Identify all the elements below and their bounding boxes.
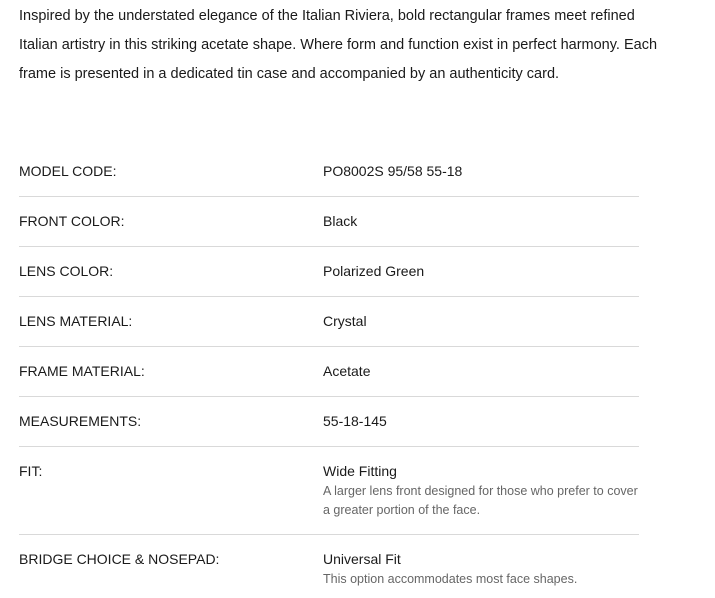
spec-value: Universal Fit (323, 551, 401, 567)
spec-value: 55-18-145 (323, 413, 387, 429)
spec-label: BRIDGE CHOICE & NOSEPAD: (19, 551, 220, 567)
spec-value: Acetate (323, 363, 371, 379)
spec-value: Crystal (323, 313, 367, 329)
product-description: Inspired by the understated elegance of the Italian Riviera, bold rectangular frames meet refined Italian artistry in this striking acetate shape. Where form and function exist in perfect harmony. Each frame is presented in a dedicated tin case and accompanied by an authenticity card. (19, 8, 658, 82)
spec-row-lens-material (19, 297, 639, 347)
spec-value: PO8002S 95/58 55-18 (323, 163, 463, 179)
spec-label: MODEL CODE: (19, 163, 117, 179)
spec-note: A larger lens front designed for those who prefer to cover a greater portion of the face. (323, 484, 638, 517)
spec-row-front-color (19, 197, 639, 247)
spec-label: FRONT COLOR: (19, 213, 125, 229)
spec-row-measurements (19, 397, 639, 447)
spec-label: LENS MATERIAL: (19, 313, 133, 329)
spec-label: FIT: (19, 463, 43, 479)
spec-row-fit (19, 447, 639, 535)
spec-label: LENS COLOR: (19, 263, 114, 279)
spec-value: Polarized Green (323, 263, 425, 279)
spec-row-frame-material (19, 347, 639, 397)
spec-value: Black (323, 213, 358, 229)
spec-table (19, 147, 639, 595)
spec-value: Wide Fitting (323, 463, 397, 479)
spec-label: FRAME MATERIAL: (19, 363, 145, 379)
spec-row-bridge-choice (19, 535, 639, 595)
spec-label: MEASUREMENTS: (19, 413, 142, 429)
spec-row-model-code (19, 147, 639, 197)
spec-row-lens-color (19, 247, 639, 297)
spec-note: This option accommodates most face shapes. (323, 572, 578, 586)
